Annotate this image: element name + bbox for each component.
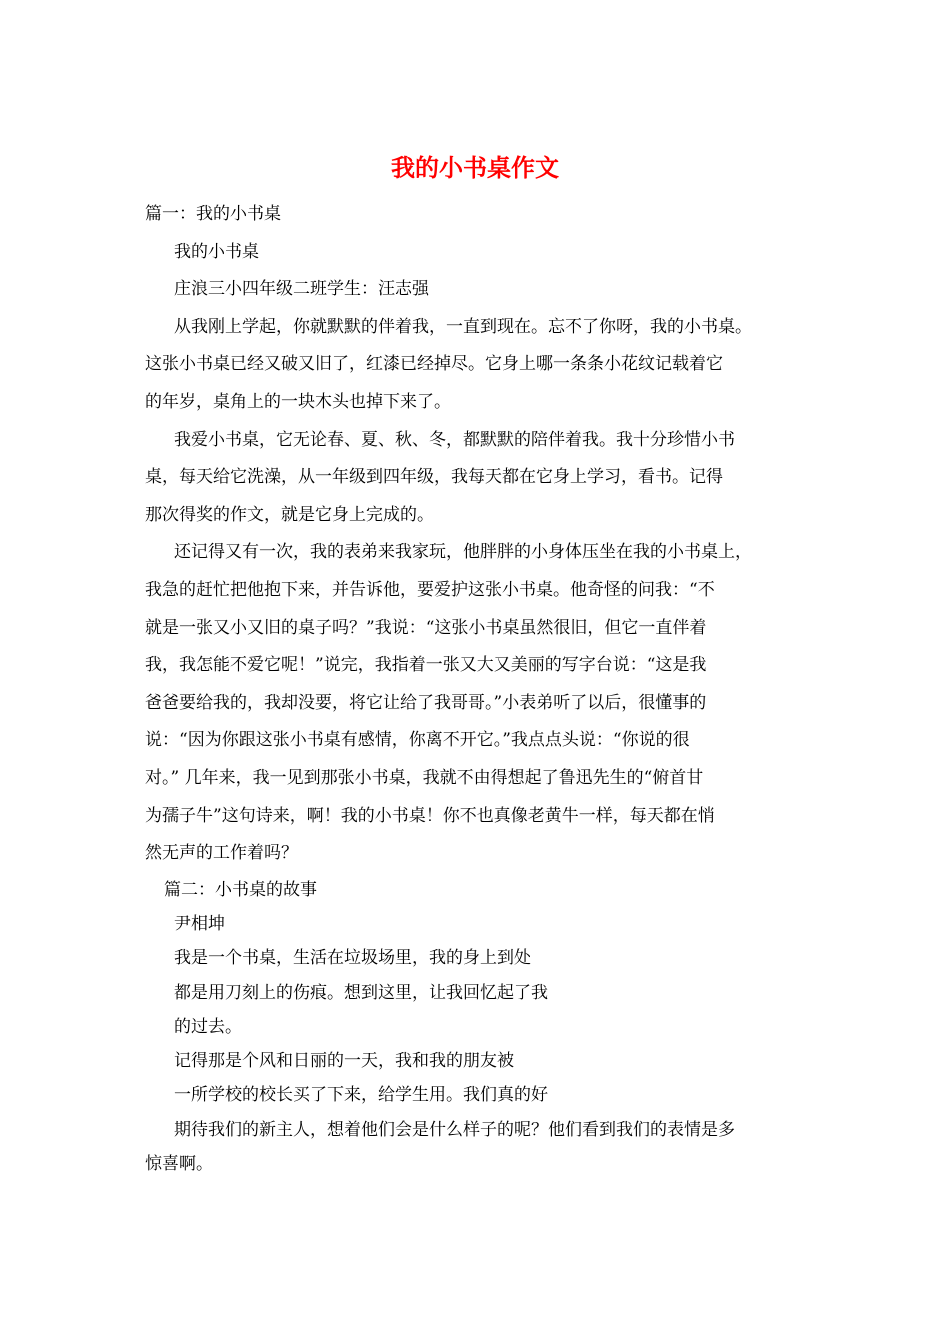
section-heading: 篇二：小书桌的故事 bbox=[164, 879, 317, 900]
paragraph-line: 我是一个书桌，生活在垃圾场里，我的身上到处 bbox=[174, 948, 531, 969]
paragraph-line: 惊喜啊。 bbox=[145, 1154, 213, 1175]
paragraph-line: 记得那是个风和日丽的一天，我和我的朋友被 bbox=[174, 1051, 514, 1072]
paragraph-line: 都是用刀刻上的伤痕。想到这里，让我回忆起了我 bbox=[174, 982, 548, 1003]
paragraph-line: 我爱小书桌，它无论春、夏、秋、冬，都默默的陪伴着我。我十分珍惜小书 bbox=[174, 429, 735, 450]
paragraph-line: 我急的赶忙把他抱下来，并告诉他，要爱护这张小书桌。他奇怪的问我：“不 bbox=[145, 579, 715, 600]
paragraph-line: 的过去。 bbox=[174, 1016, 242, 1037]
paragraph-line: 那次得奖的作文，就是它身上完成的。 bbox=[145, 504, 434, 525]
paragraph-line: 的年岁，桌角上的一块木头也掉下来了。 bbox=[145, 391, 451, 412]
paragraph-line: 这张小书桌已经又破又旧了，红漆已经掉尽。它身上哪一条条小花纹记载着它 bbox=[145, 354, 723, 375]
paragraph-line: 桌，每天给它洗澡，从一年级到四年级，我每天都在它身上学习，看书。记得 bbox=[145, 467, 723, 488]
paragraph-line: 说：“因为你跟这张小书桌有感情，你离不开它。”我点点头说：“你说的很 bbox=[145, 730, 690, 751]
paragraph-line: 爸爸要给我的，我却没要，将它让给了我哥哥。”小表弟听了以后，很懂事的 bbox=[145, 692, 707, 713]
paragraph-line: 对。” 几年来，我一见到那张小书桌，我就不由得想起了鲁迅先生的“俯首甘 bbox=[145, 767, 704, 788]
document-body bbox=[145, 196, 815, 1181]
paragraph-line: 从我刚上学起，你就默默的伴着我，一直到现在。忘不了你呀，我的小书桌。 bbox=[174, 316, 752, 337]
author-line: 庄浪三小四年级二班学生：汪志强 bbox=[174, 279, 429, 300]
paragraph-line: 还记得又有一次，我的表弟来我家玩，他胖胖的小身体压坐在我的小书桌上， bbox=[174, 542, 752, 563]
essay-title: 我的小书桌 bbox=[174, 241, 259, 262]
section-heading: 篇一：我的小书桌 bbox=[145, 204, 281, 224]
document-title: 我的小书桌作文 bbox=[391, 153, 559, 182]
author-line: 尹相坤 bbox=[174, 913, 225, 934]
paragraph-line: 就是一张又小又旧的桌子吗？”我说：“这张小书桌虽然很旧，但它一直伴着 bbox=[145, 617, 707, 638]
paragraph-line: 我，我怎能不爱它呢！”说完，我指着一张又大又美丽的写字台说：“这是我 bbox=[145, 655, 707, 676]
paragraph-line: 然无声的工作着吗？ bbox=[145, 843, 298, 864]
paragraph-line: 为孺子牛”这句诗来，啊！我的小书桌！你不也真像老黄牛一样，每天都在悄 bbox=[145, 805, 715, 826]
paragraph-line: 一所学校的校长买了下来，给学生用。我们真的好 bbox=[174, 1085, 548, 1106]
paragraph-line: 期待我们的新主人，想着他们会是什么样子的呢？他们看到我们的表情是多 bbox=[174, 1119, 735, 1140]
